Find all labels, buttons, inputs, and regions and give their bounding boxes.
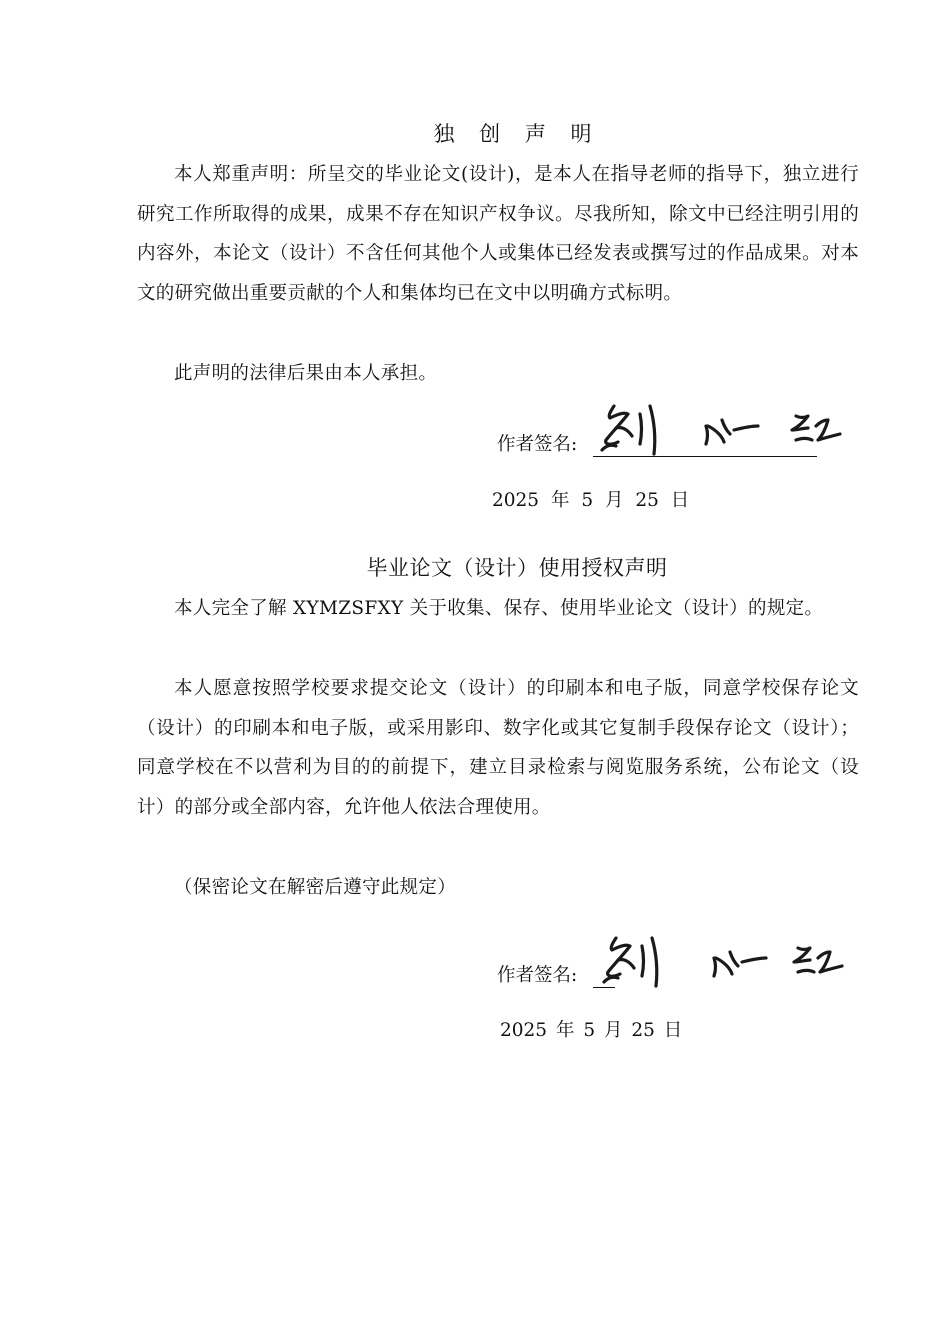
originality-paragraph-1: 本人郑重声明：所呈交的毕业论文(设计)，是本人在指导老师的指导下，独立进行研究工作所取得的成果，成果不存在知识产权争议。尽我所知，除文中已经注明引用的内容外，本论文（设计）不含任何其他个人或集体已经发表或撰写过的作品成果。对本文的研究做出重要贡献的个人和集体均已在文中以明确方式标明。 [137, 164, 859, 304]
originality-signature-label: 作者签名: [497, 434, 578, 455]
authorization-paragraph-1: 本人完全了解 XYMZSFXY 关于收集、保存、使用毕业论文（设计）的规定。 [174, 598, 824, 619]
originality-title: 独 创 声 明 [433, 122, 601, 146]
authorization-date: 2025 年 5 月 25 日 [500, 1020, 683, 1041]
authorization-signature-label: 作者签名: [497, 965, 578, 986]
originality-date: 2025 年 5 月 25 日 [492, 490, 690, 511]
authorization-handwritten-signature [598, 928, 848, 992]
authorization-paragraph-3: （保密论文在解密后遵守此规定） [174, 877, 457, 898]
originality-paragraph-2: 此声明的法律后果由本人承担。 [174, 363, 438, 384]
authorization-paragraph-2: 本人愿意按照学校要求提交论文（设计）的印刷本和电子版，同意学校保存论文（设计）的印刷本和电子版，或采用影印、数字化或其它复制手段保存论文（设计）；同意学校在不以营利为目的的前提下，建立目录检索与阅览服务系统，公布论文（设计）的部分或全部内容，允许他人依法合理使用。 [137, 678, 859, 818]
originality-handwritten-signature [596, 396, 846, 460]
authorization-title: 毕业论文（设计）使用授权声明 [366, 556, 668, 580]
